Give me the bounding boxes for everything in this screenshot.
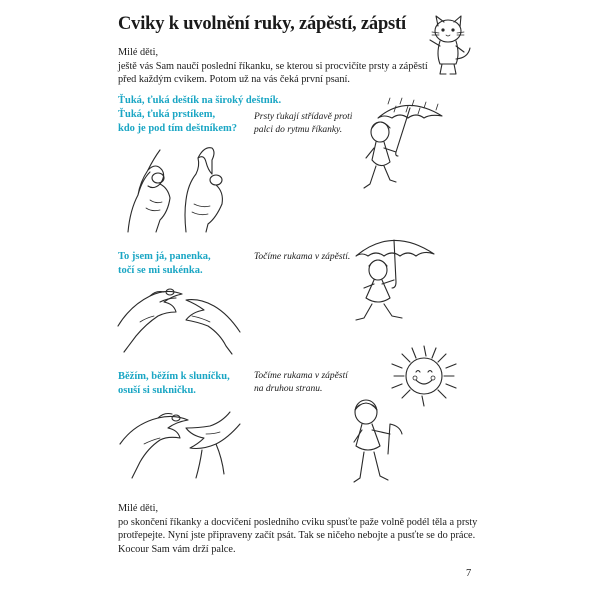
instruction-line: Prsty ťukají střídavě proti — [254, 112, 353, 122]
exercise-3-verse — [118, 370, 230, 398]
instruction-line: palci do rytmu říkanky. — [254, 124, 343, 135]
verse-line: osuší si sukničku. — [118, 385, 196, 396]
exercise-3-instruction — [254, 370, 348, 395]
intro-greeting: Milé děti, — [118, 47, 159, 58]
girl-with-umbrella-rain-illustration — [350, 96, 450, 214]
girl-running-to-sun-illustration — [340, 394, 420, 502]
intro-line: před každým cvikem. Potom už na vás čeká první psaní. — [118, 74, 350, 85]
verse-line: točí se mi sukénka. — [118, 265, 203, 276]
page-number: 7 — [466, 568, 472, 579]
intro-line: ještě vás Sam naučí poslední říkanku, se kterou si procvičíte prsty a zápěstí — [118, 60, 428, 72]
instruction-line: Točíme rukama v zápěstí. — [254, 252, 351, 262]
exercise-2-verse — [118, 250, 211, 278]
rotating-wrists-hands-illustration — [116, 276, 242, 356]
verse-line: Ťuká, ťuká deštík na široký deštník. — [118, 95, 282, 106]
verse-line: Běžím, běžím k sluníčku, — [118, 371, 230, 382]
rotating-wrists-opposite-hands-illustration — [118, 404, 244, 482]
outro-line: protřepejte. Nyní jste připraveny začít psát. Tak se ničeho nebojte a pusťte se do práce. — [118, 530, 476, 541]
doll-with-umbrella-illustration — [344, 232, 444, 332]
verse-line: kdo je pod tím deštníkem? — [118, 123, 238, 134]
instruction-line: na druhou stranu. — [254, 383, 323, 394]
page-title: Cviky k uvolnění ruky, zápěstí, zápstí — [118, 14, 406, 34]
outro-line: Kocour Sam vám drží palce. — [118, 543, 236, 555]
tapping-hands-illustration — [120, 140, 240, 235]
verse-line: To jsem já, panenka, — [118, 251, 211, 262]
instruction-line: Točíme rukama v zápěstí — [254, 371, 348, 381]
outro-paragraph — [118, 502, 488, 556]
verse-line: Ťuká, ťuká prstíkem, — [118, 109, 216, 120]
intro-paragraph — [118, 46, 470, 87]
exercise-1-instruction — [254, 111, 352, 136]
outro-line: po skončení říkanky a docvičení posledního cviku spusťte paže volně podél těla a prsty — [118, 516, 478, 528]
outro-greeting: Milé děti, — [118, 503, 159, 514]
exercise-2-instruction — [254, 251, 350, 264]
